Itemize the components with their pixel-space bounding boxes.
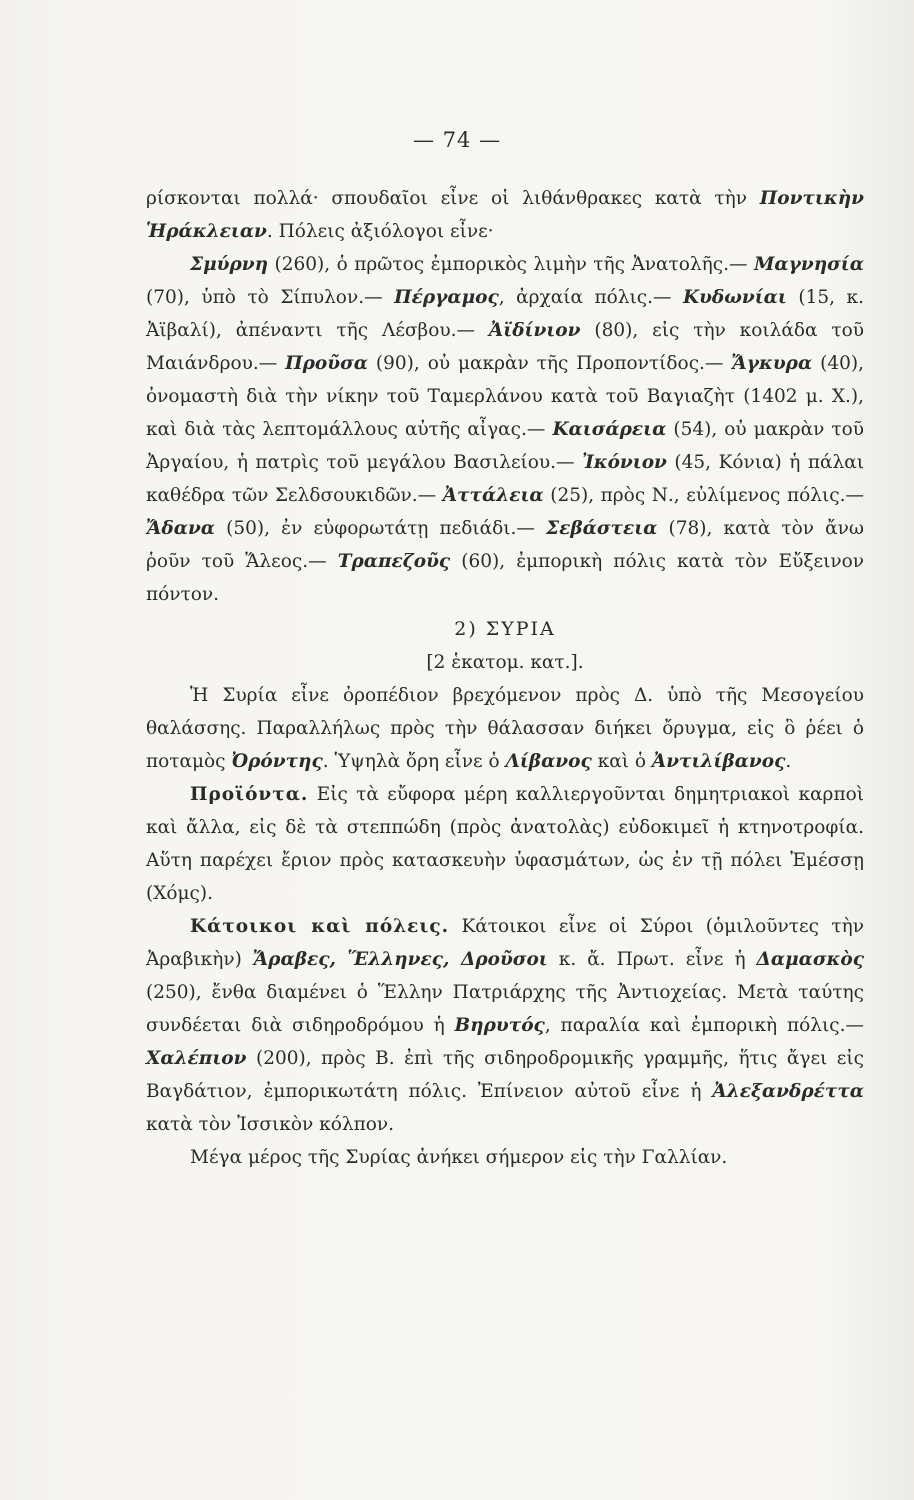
text-run: . xyxy=(785,751,792,772)
city-desc: (40), ὀνομαστὴ διὰ τὴν νίκην τοῦ Ταμερλάνου κατὰ τοῦ Βαγιαζὴτ (1402 μ. Χ.), καὶ διὰ τὰς λεπτομάλλους αὐτῆς αἶγας.— xyxy=(146,353,864,440)
paragraph-syria xyxy=(146,679,864,778)
subheading: Προϊόντα. xyxy=(190,784,309,805)
city-name: Μαγνησία xyxy=(753,254,864,275)
paragraph-final: Μέγα μέρος τῆς Συρίας ἀνήκει σήμερον εἰς τὴν Γαλλίαν. xyxy=(190,1147,728,1168)
text-run: (250), ἔνθα διαμένει ὁ Ἕλλην Πατριάρχης τῆς Ἀντιοχείας. Μετὰ ταύτης συνδέεται διὰ σιδηροδρόμου ἡ xyxy=(146,982,864,1036)
city-desc: (45, Κόνια) ἡ πάλαι καθέδρα τῶν Σελδσουκιδῶν.— xyxy=(146,452,864,506)
city-name: Κυδωνίαι xyxy=(683,287,787,308)
text-run: ρίσκονται πολλά· σπουδαῖοι εἶνε οἱ λιθάνθρακες κατὰ τὴν xyxy=(146,188,760,209)
city-name: Ἀττάλεια xyxy=(442,485,544,506)
city-desc: (60), ἐμπορικὴ πόλις κατὰ τὸν Εὔξεινον πόντον. xyxy=(146,551,864,605)
city-name: Ἀλεξανδρέττα xyxy=(712,1081,864,1102)
city-desc: (15, κ. Ἀϊβαλί), ἀπέναντι τῆς Λέσβου.— xyxy=(146,287,865,341)
paragraph-products xyxy=(146,778,864,910)
text-run: . Ὑψηλὰ ὄρη εἶνε ὁ xyxy=(322,751,506,772)
city-desc: (50), ἐν εὐφορωτάτῃ πεδιάδι.— xyxy=(215,518,547,539)
city-name: Βηρυτός xyxy=(454,1015,545,1036)
mountain-name: Ἀντιλίβανος xyxy=(651,751,786,772)
section-subtitle: [2 ἑκατομ. κατ.]. xyxy=(426,652,584,673)
text-run: καὶ ὁ xyxy=(591,751,652,772)
text-run: κατὰ τὸν Ἰσσικὸν κόλπον. xyxy=(146,1114,394,1135)
text-run: Εἰς τὰ εὔφορα μέρη καλλιεργοῦνται δημητριακοὶ καρποὶ καὶ ἄλλα, εἰς δὲ τὰ στεππώδη (πρὸς ἀνατολὰς) εὐδοκιμεῖ ἡ κτηνοτροφία. Αὕτη παρέχει ἔριον πρὸς κατασκευὴν ὑφασμάτων, ὡς ἐν τῇ πόλει Ἐμέσσῃ (Χόμς). xyxy=(146,784,864,904)
city-name: Ἄδανα xyxy=(146,518,216,539)
city-desc: (78), κατὰ τὸν ἄνω ῥοῦν τοῦ Ἅλεος.— xyxy=(146,518,865,572)
place-name: Ποντικὴν Ἡράκλειαν xyxy=(146,188,864,242)
city-name: Ἄγκυρα xyxy=(731,353,813,374)
text-run: Ἡ Συρία εἶνε ὀροπέδιον βρεχόμενον πρὸς Δ. ὑπὸ τῆς Μεσογείου θαλάσσης. Παραλλήλως πρὸς τὴν θάλασσαν διήκει ὄρυγμα, εἰς ὃ ῥέει ὁ ποταμὸς xyxy=(146,685,864,772)
page-number: — 74 — xyxy=(412,128,502,152)
paragraph-inhabitants xyxy=(146,910,864,1141)
city-desc: (90), οὐ μακρὰν τῆς Προποντίδος.— xyxy=(367,353,732,374)
city-name: Σμύρνη xyxy=(190,254,269,275)
paragraph-anatolia-cities xyxy=(146,182,864,611)
text-run: Κάτοικοι εἶνε οἱ Σύροι (ὁμιλοῦντες τὴν Ἀραβικὴν) xyxy=(146,916,864,970)
text-run: , παραλία καὶ ἐμπορικὴ πόλις.— xyxy=(544,1015,865,1036)
city-name: Σεβάστεια xyxy=(546,518,658,539)
mountain-name: Λίβανος xyxy=(505,751,592,772)
city-name: Τραπεζοῦς xyxy=(337,551,451,572)
page-body xyxy=(146,182,864,1174)
text-run: . Πόλεις ἀξιόλογοι εἶνε· xyxy=(266,221,494,242)
peoples: Ἄραβες, Ἕλληνες, Δροῦσοι xyxy=(252,949,548,970)
city-desc: , ἀρχαία πόλις.— xyxy=(498,287,684,308)
city-desc: (80), εἰς τὴν κοιλάδα τοῦ Μαιάνδρου.— xyxy=(146,320,865,374)
subheading: Κάτοικοι καὶ πόλεις. xyxy=(190,916,450,937)
city-desc: (54), οὐ μακρὰν τοῦ Ἀργαίου, ἡ πατρὶς τοῦ μεγάλου Βασιλείου.— xyxy=(146,419,865,473)
city-name: Ἰκόνιον xyxy=(582,452,667,473)
city-desc: (25), πρὸς Ν., εὐλίμενος πόλις.— xyxy=(543,485,864,506)
river-name: Ὀρόντης xyxy=(231,751,323,772)
city-name: Καισάρεια xyxy=(552,419,667,440)
city-name: Χαλέπιον xyxy=(146,1048,247,1069)
city-name: Προῦσα xyxy=(285,353,368,374)
city-name: Δαμασκὸς xyxy=(756,949,865,970)
section-title: 2) ΣΥΡΙΑ xyxy=(454,618,556,640)
city-desc: (260), ὁ πρῶτος ἐμπορικὸς λιμὴν τῆς Ἀνατολῆς.— xyxy=(268,254,754,275)
city-desc: (70), ὑπὸ τὸ Σίπυλον.— xyxy=(146,287,395,308)
text-run: κ. ἄ. Πρωτ. εἶνε ἡ xyxy=(547,949,757,970)
city-name: Πέργαμος xyxy=(394,287,499,308)
city-name: Ἀϊδίνιον xyxy=(488,320,581,341)
text-run: (200), πρὸς Β. ἐπὶ τῆς σιδηροδρομικῆς γραμμῆς, ἥτις ἄγει εἰς Βαγδάτιον, ἐμπορικωτάτη πόλις. Ἐπίνειον αὐτοῦ εἶνε ἡ xyxy=(146,1048,864,1102)
